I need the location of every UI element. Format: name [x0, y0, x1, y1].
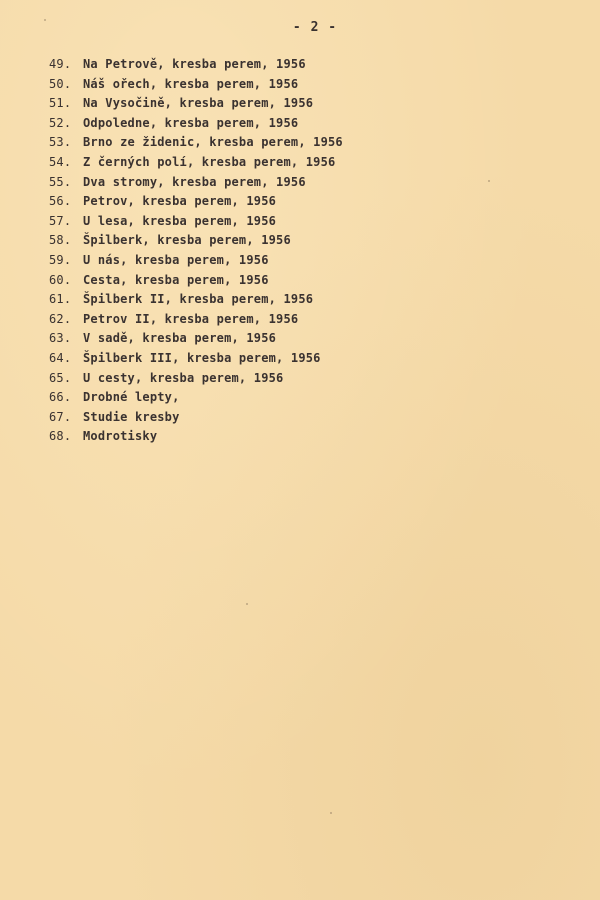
item-text: Modrotisky [83, 429, 158, 444]
item-text: Petrov II, kresba perem, 1956 [83, 311, 299, 326]
item-number: 53. [49, 135, 72, 150]
list-item [49, 251, 343, 271]
item-text: Petrov, kresba perem, 1956 [83, 194, 277, 209]
catalog-list [49, 55, 343, 447]
list-item [49, 349, 343, 369]
list-item [49, 427, 343, 447]
list-item [49, 192, 343, 212]
list-item [49, 212, 343, 232]
item-number: 64. [49, 350, 72, 365]
item-number: 58. [49, 233, 72, 248]
list-item [49, 310, 343, 330]
item-text: Brno ze židenic, kresba perem, 1956 [83, 135, 343, 150]
item-number: 51. [49, 96, 72, 111]
item-number: 62. [49, 311, 72, 326]
paper-speck [488, 180, 490, 182]
item-text: Špilberk II, kresba perem, 1956 [83, 292, 314, 307]
item-number: 57. [49, 213, 72, 228]
paper-speck [44, 19, 46, 21]
list-item [49, 114, 343, 134]
item-number: 63. [49, 331, 72, 346]
item-text: Dva stromy, kresba perem, 1956 [83, 174, 306, 189]
item-text: U cesty, kresba perem, 1956 [83, 370, 284, 385]
item-text: Náš ořech, kresba perem, 1956 [83, 76, 299, 91]
item-number: 52. [49, 115, 72, 130]
paper-speck [246, 603, 248, 605]
list-item [49, 55, 343, 75]
list-item [49, 75, 343, 95]
item-number: 61. [49, 292, 72, 307]
item-text: Cesta, kresba perem, 1956 [83, 272, 269, 287]
item-number: 50. [49, 76, 72, 91]
list-item [49, 231, 343, 251]
item-number: 66. [49, 390, 72, 405]
item-number: 49. [49, 57, 72, 71]
item-number: 60. [49, 272, 72, 287]
item-text: U nás, kresba perem, 1956 [83, 252, 269, 267]
item-text: Z černých polí, kresba perem, 1956 [83, 154, 336, 169]
list-item [49, 173, 343, 193]
list-item [49, 329, 343, 349]
item-text: U lesa, kresba perem, 1956 [83, 213, 277, 228]
list-item [49, 153, 343, 173]
page-number: - 2 - [292, 20, 338, 35]
list-item [49, 388, 343, 408]
item-number: 56. [49, 194, 72, 209]
item-number: 55. [49, 174, 72, 189]
item-number: 54. [49, 154, 72, 169]
item-text: V sadě, kresba perem, 1956 [83, 331, 277, 346]
item-text: Špilberk III, kresba perem, 1956 [83, 350, 321, 365]
list-item [49, 369, 343, 389]
item-number: 65. [49, 370, 72, 385]
list-item [49, 133, 343, 153]
paper-speck [330, 812, 332, 814]
list-item [49, 290, 343, 310]
list-item [49, 94, 343, 114]
item-number: 59. [49, 252, 72, 267]
item-text: Odpoledne, kresba perem, 1956 [83, 115, 299, 130]
list-item [49, 271, 343, 291]
item-text: Špilberk, kresba perem, 1956 [83, 233, 291, 248]
item-text: Studie kresby [83, 409, 180, 424]
list-item [49, 408, 343, 428]
item-number: 68. [49, 429, 72, 444]
item-text: Na Vysočině, kresba perem, 1956 [83, 96, 314, 111]
item-text: Na Petrově, kresba perem, 1956 [83, 57, 306, 71]
item-number: 67. [49, 409, 72, 424]
item-text: Drobné lepty, [83, 390, 180, 405]
